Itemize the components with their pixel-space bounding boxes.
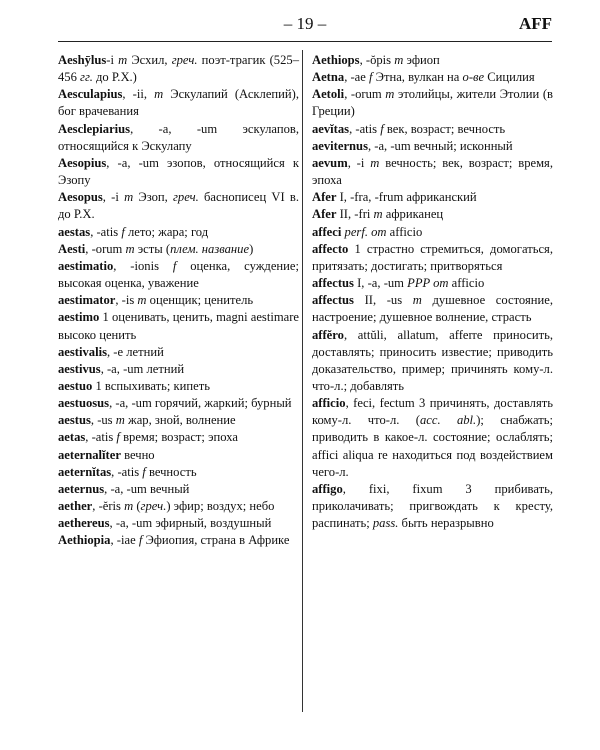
entry-text: , -is <box>115 293 138 308</box>
entry-text: этолийцы, жители Этолии (в Греции) <box>312 87 553 119</box>
entry-headword: Aeshȳlus <box>58 53 107 67</box>
entry-text: II, -fri <box>336 207 374 222</box>
entry-grammar-note: m <box>394 53 404 67</box>
entry-text: оценщик; ценитель <box>146 293 254 308</box>
entry-headword: aeviternus <box>312 138 368 153</box>
entry-text: быть неразрывно <box>398 516 494 531</box>
entry-grammar-note: m <box>118 53 128 67</box>
entry-text: 1 страстно стремиться, домогаться, притязать; достигать; притворяться <box>312 241 553 273</box>
entry-grammar-note: m <box>124 190 134 205</box>
entry-text: душевное состояние, настроение; душевное волнение, страсть <box>312 293 553 325</box>
entry-grammar-note: греч. <box>140 499 167 514</box>
dictionary-entry <box>58 344 299 361</box>
entry-headword: Aesopius <box>58 155 107 170</box>
entry-text: Сицилия <box>484 70 535 85</box>
entry-text: , -atis <box>85 430 117 445</box>
entry-grammar-note: f <box>116 430 120 445</box>
header-rule <box>58 41 552 42</box>
entry-text: -i <box>106 53 119 67</box>
entry-text: 1 вспыхивать; кипеть <box>92 378 210 393</box>
entry-headword: affectus <box>312 293 354 308</box>
entry-text: африканец <box>382 207 444 222</box>
entry-text: , -orum <box>85 241 126 256</box>
entry-text: , -iae <box>110 533 139 548</box>
dictionary-entry <box>58 515 299 532</box>
entry-text: , -a, -um эскулапов, относящийся к Эскулапу <box>58 121 299 153</box>
entry-headword: aethereus <box>58 516 110 531</box>
dictionary-entry <box>58 481 299 498</box>
entry-text: Эскулапий (Асклепий), бог врачевания <box>58 87 299 119</box>
entry-grammar-note: m <box>154 87 164 102</box>
entry-text: вечно <box>120 447 155 462</box>
entry-text: I, -a, -um <box>353 276 408 291</box>
dictionary-entry <box>58 498 299 515</box>
dictionary-entry <box>58 121 299 155</box>
entry-text: оценка, суждение; высокая оценка, уважение <box>58 258 299 291</box>
entry-text: жар, зной, волнение <box>124 413 236 428</box>
entry-headword: Aetoli <box>312 87 345 102</box>
entry-headword: aestus <box>58 413 91 428</box>
entry-headword: Aethiops <box>312 53 360 67</box>
entry-text: , -us <box>90 413 116 428</box>
left-column <box>58 52 299 550</box>
entry-headword: aestuosus <box>58 396 110 411</box>
entry-text: , -ŏpis <box>359 53 395 67</box>
entry-headword: affectus <box>312 276 354 291</box>
entry-text: , -ĕris <box>92 499 125 514</box>
entry-text: век, возраст; вечность <box>383 121 506 136</box>
dictionary-entry <box>58 361 299 378</box>
dictionary-entry <box>58 224 299 241</box>
entry-text: время; возраст; эпоха <box>119 430 238 445</box>
entry-grammar-note: m <box>125 241 135 256</box>
entry-grammar-note: плем. название <box>170 241 250 256</box>
dictionary-entry <box>312 241 553 275</box>
entry-text: , -orum <box>344 87 386 102</box>
dictionary-entry <box>58 532 299 549</box>
entry-text: afficio <box>386 224 423 239</box>
entry-text: Эсхил, <box>127 53 172 67</box>
dictionary-entry <box>58 86 299 120</box>
dictionary-entry <box>58 241 299 258</box>
entry-headword: affigo <box>312 481 343 496</box>
entry-headword: affĕro <box>312 327 344 342</box>
entry-headword: Aesti <box>58 241 86 256</box>
entry-text: , -a, -um горячий, жаркий; бурный <box>109 396 292 411</box>
entry-text: ) эфир; воздух; небо <box>166 499 275 514</box>
entry-headword: aeternalĭter <box>58 447 121 462</box>
entry-headword: Afer <box>312 207 337 222</box>
entry-text: вечность <box>145 464 197 479</box>
dictionary-entry <box>312 155 553 189</box>
dictionary-entry <box>58 258 299 292</box>
entry-text: ( <box>133 499 141 514</box>
entry-headword: afficio <box>312 396 346 411</box>
entry-text: , -e летний <box>106 344 164 359</box>
entry-headword: affeci <box>312 224 342 239</box>
dictionary-entry <box>312 275 553 292</box>
entry-text: , feci, fectum 3 причинять, доставлять кому-л. что-л. ( <box>312 396 553 428</box>
entry-headword: aevĭtas <box>312 121 350 136</box>
dictionary-entry <box>58 412 299 429</box>
entry-grammar-note: pass. <box>372 516 399 531</box>
entry-grammar-note: m <box>370 155 380 170</box>
entry-text: , -a, -um эфирный, воздушный <box>109 516 272 531</box>
entry-text: эфиоп <box>403 53 440 67</box>
dictionary-entry <box>312 121 553 138</box>
entry-headword: aether <box>58 499 93 514</box>
entry-headword: aestimator <box>58 293 116 308</box>
entry-grammar-note: perf. от <box>344 224 387 239</box>
dictionary-entry <box>58 464 299 481</box>
entry-headword: Aesopus <box>58 190 103 205</box>
dictionary-entry <box>312 69 553 86</box>
entry-headword: Aesculapius <box>58 87 123 102</box>
entry-text: лето; жара; год <box>124 224 209 239</box>
entry-text: , -atis <box>111 464 143 479</box>
entry-text: , -a, -um вечный; исконный <box>367 138 513 153</box>
entry-text: , -ii, <box>122 87 155 102</box>
dictionary-entry <box>58 292 299 309</box>
entry-grammar-note: m <box>137 293 147 308</box>
page-header <box>58 10 552 40</box>
guide-word: AFF <box>518 14 552 33</box>
dictionary-entry <box>312 292 553 326</box>
dictionary-entry <box>312 189 553 206</box>
dictionary-entry <box>312 52 553 69</box>
entry-headword: Aesclepiarius <box>58 121 131 136</box>
entry-text: afficio <box>448 276 485 291</box>
entry-text: , -atis <box>349 121 381 136</box>
entry-text: , -ae <box>344 70 370 85</box>
entry-grammar-note: f <box>138 533 143 548</box>
entry-grammar-note: m <box>115 413 125 428</box>
entry-text: 1 оценивать, ценить, magni aestimare высоко ценить <box>58 310 299 342</box>
dictionary-entry <box>58 309 299 343</box>
page-number: – 19 – <box>283 14 327 33</box>
entry-headword: aestimo <box>58 310 100 325</box>
entry-grammar-note: гг. <box>80 70 93 85</box>
dictionary-entry <box>58 429 299 446</box>
entry-grammar-note: m <box>373 207 383 222</box>
entry-headword: aevum <box>312 155 348 170</box>
column-divider <box>302 50 303 712</box>
entry-text: , -a, -um эзопов, относящийся к Эзопу <box>58 155 299 188</box>
entry-headword: aestuo <box>58 378 93 393</box>
dictionary-entry <box>312 206 553 223</box>
dictionary-entry <box>312 481 553 532</box>
entry-text: Эзоп, <box>133 190 173 205</box>
entry-headword: affecto <box>312 241 349 256</box>
dictionary-entry <box>58 155 299 189</box>
dictionary-entry <box>58 378 299 395</box>
dictionary-entry <box>312 138 553 155</box>
entry-headword: aestivalis <box>58 344 107 359</box>
entry-headword: Aethiopia <box>58 533 111 548</box>
entry-text: , -i <box>102 190 125 205</box>
entry-text: , -a, -um вечный <box>104 481 190 496</box>
dictionary-entry <box>312 86 553 120</box>
entry-headword: aetas <box>58 430 86 445</box>
entry-text: , -ionis <box>113 258 173 273</box>
entry-text: I, -fra, -frum африканский <box>336 190 477 205</box>
entry-grammar-note: f <box>380 121 384 136</box>
dictionary-entry <box>58 52 299 86</box>
entry-headword: Afer <box>312 190 337 205</box>
entry-text: поэт-трагик (525–456 <box>58 53 299 85</box>
entry-headword: aeternus <box>58 481 105 496</box>
dictionary-entry <box>312 224 553 241</box>
entry-text: Этна, вулкан на <box>372 70 463 85</box>
entry-text: Эфиопия, страна в Африке <box>142 533 290 548</box>
entry-headword: Aetna <box>312 70 345 85</box>
entry-text: вечность; век, возраст; время, эпоха <box>312 155 553 188</box>
entry-grammar-note: f <box>121 224 125 239</box>
entry-text: , -i <box>347 155 371 170</box>
entry-text: II, -us <box>353 293 413 308</box>
entry-text: баснописец VI в. до Р.Х. <box>58 190 299 222</box>
entry-text: , -a, -um летний <box>100 361 185 376</box>
entry-headword: aestas <box>58 224 91 239</box>
dictionary-entry <box>58 189 299 223</box>
entry-headword: aestimatio <box>58 258 114 273</box>
entry-grammar-note: f <box>172 258 177 273</box>
entry-text: ) <box>249 241 254 256</box>
entry-headword: aestivus <box>58 361 101 376</box>
entry-grammar-note: греч. <box>173 190 199 205</box>
dictionary-entry <box>58 395 299 412</box>
entry-grammar-note: m <box>124 499 134 514</box>
entry-headword: aeternĭtas <box>58 464 112 479</box>
entry-text: до Р.Х.) <box>92 70 137 85</box>
entry-grammar-note: f <box>369 70 373 85</box>
entry-grammar-note: m <box>385 87 395 102</box>
entry-text: , fixi, fixum 3 прибивать, приколачивать; пригвождать к кресту, распинать; <box>312 481 553 531</box>
entry-text: ); снабжать; приводить в какое-л. состояние; ослаблять; affici aliqua re находиться под воздействием чего-л. <box>312 413 554 479</box>
entry-grammar-note: о-ве <box>462 70 485 85</box>
entry-text: , -atis <box>90 224 122 239</box>
entry-text: эсты ( <box>134 241 171 256</box>
dictionary-entry <box>312 395 553 481</box>
entry-grammar-note: acc. abl. <box>419 413 477 428</box>
entry-grammar-note: греч. <box>171 53 198 67</box>
dictionary-entry <box>312 327 553 396</box>
entry-grammar-note: m <box>412 293 422 308</box>
entry-grammar-note: f <box>142 464 146 479</box>
entry-text: , attŭli, allatum, afferre приносить, доставлять; приносить известие; приводить доказательство, пример; причинять кому-л. что-л.; добавлять <box>312 327 553 393</box>
dictionary-entry <box>58 447 299 464</box>
entry-grammar-note: PPP от <box>407 276 449 291</box>
right-column <box>312 52 553 532</box>
